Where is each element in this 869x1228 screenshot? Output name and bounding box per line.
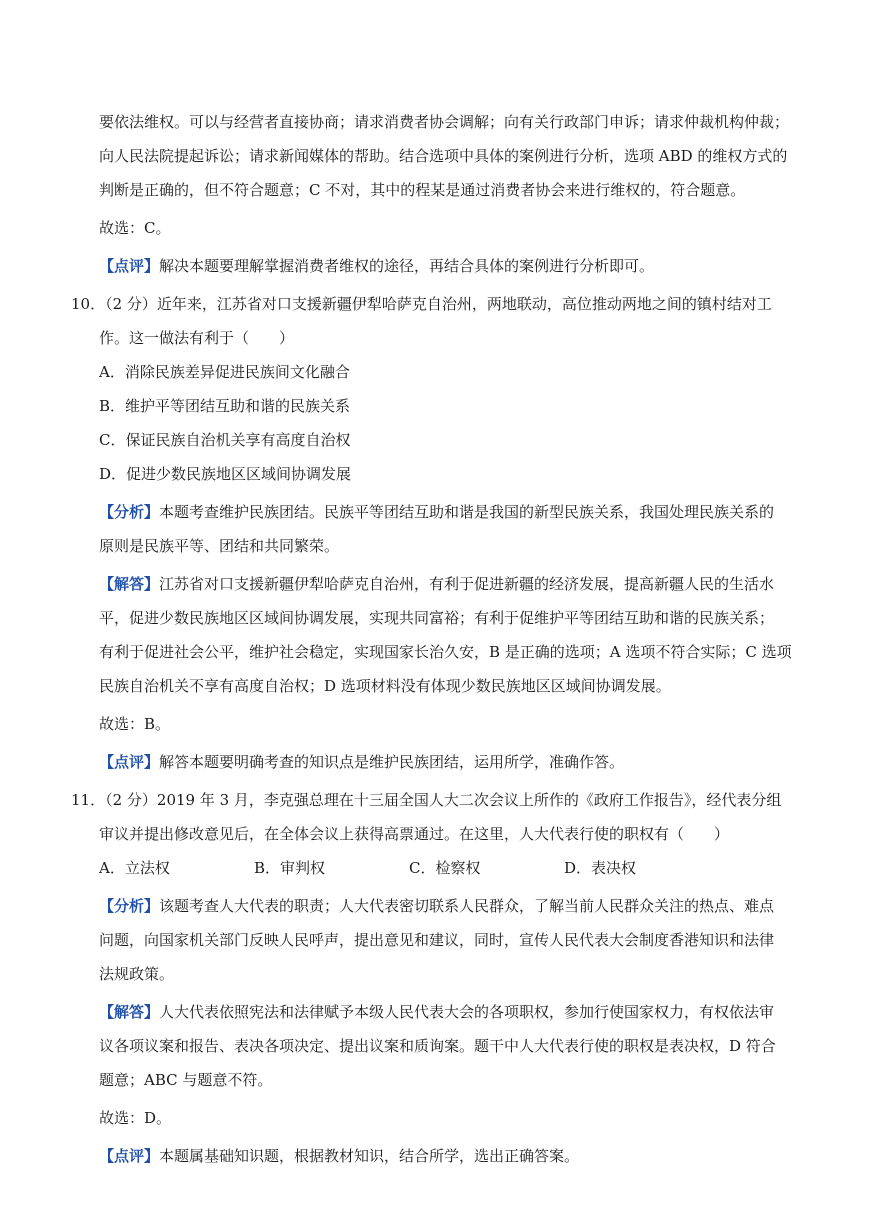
analysis-tag: 【分析】 bbox=[99, 503, 160, 521]
q10-option-a: A．消除民族差异促进民族间文化融合 bbox=[99, 363, 350, 381]
review-tag: 【点评】 bbox=[99, 257, 160, 275]
q11-option-c: C．检察权 bbox=[409, 859, 481, 877]
q9-review bbox=[99, 249, 799, 283]
q9-solution-line-3: 判断是正确的，但不符合题意；C 不对，其中的程某是通过消费者协会来进行维权的，符合题意。 bbox=[99, 181, 746, 199]
analysis-tag: 【分析】 bbox=[99, 897, 160, 915]
q10-stem-line-1: 10．（2 分）近年来，江苏省对口支援新疆伊犁哈萨克自治州，两地联动，高位推动两地之间的镇村结对工 bbox=[71, 295, 772, 313]
q10-solution-line-3: 有利于促进社会公平，维护社会稳定，实现国家长治久安，B 是正确的选项；A 选项不符合实际；C 选项 bbox=[99, 643, 792, 661]
q11-solution-text-1: 人大代表依照宪法和法律赋予本级人民代表大会的各项职权，参加行使国家权力，有权依法审 bbox=[159, 1003, 775, 1021]
q10-solution-line-2: 平，促进少数民族地区区域间协调发展，实现共同富裕；有利于促维护平等团结互助和谐的民族关系； bbox=[99, 609, 775, 627]
q11-analysis bbox=[99, 889, 799, 991]
q11-options bbox=[99, 851, 659, 885]
q10-solution-line-4: 民族自治机关不享有高度自治权；D 选项材料没有体现少数民族地区区域间协调发展。 bbox=[99, 677, 671, 695]
q10-stem bbox=[71, 287, 799, 355]
q11-solution bbox=[99, 995, 799, 1097]
q10-option-c: C．保证民族自治机关享有高度自治权 bbox=[99, 431, 351, 449]
q10-option-d: D．促进少数民族地区区域间协调发展 bbox=[99, 465, 352, 483]
q10-analysis-line-2: 原则是民族平等、团结和共同繁荣。 bbox=[99, 537, 340, 555]
q10-review bbox=[99, 745, 799, 779]
q11-solution-line-1 bbox=[99, 995, 799, 1029]
q10-solution-text-1: 江苏省对口支援新疆伊犁哈萨克自治州，有利于促进新疆的经济发展，提高新疆人民的生活水 bbox=[159, 575, 775, 593]
q10-analysis bbox=[99, 495, 799, 563]
q11-analysis-line-3: 法规政策。 bbox=[99, 965, 175, 983]
q10-solution-line-1 bbox=[99, 567, 799, 601]
q11-stem-line-2: 审议并提出修改意见后，在全体会议上获得高票通过。在这里，人大代表行使的职权有（ ） bbox=[99, 825, 730, 843]
q11-option-a: A．立法权 bbox=[99, 859, 170, 877]
q10-stem-line-2: 作。这一做法有利于（ ） bbox=[99, 329, 295, 347]
q9-solution-line-1: 要依法维权。可以与经营者直接协商；请求消费者协会调解；向有关行政部门申诉；请求仲裁机构仲裁； bbox=[99, 113, 790, 131]
q11-analysis-line-1 bbox=[99, 889, 799, 923]
q10-review-text: 解答本题要明确考查的知识点是维护民族团结，运用所学，准确作答。 bbox=[159, 753, 625, 771]
q10-analysis-text-1: 本题考查维护民族团结。民族平等团结互助和谐是我国的新型民族关系，我国处理民族关系的 bbox=[159, 503, 775, 521]
q11-review-text: 本题属基础知识题，根据教材知识，结合所学，选出正确答案。 bbox=[159, 1147, 580, 1165]
q11-option-b: B．审判权 bbox=[254, 859, 326, 877]
q10-analysis-line-1 bbox=[99, 495, 799, 529]
q10-option-b: B．维护平等团结互助和谐的民族关系 bbox=[99, 397, 351, 415]
q10-answer: 故选：B。 bbox=[99, 715, 171, 733]
q11-review bbox=[99, 1139, 799, 1173]
q11-option-d: D．表决权 bbox=[564, 859, 637, 877]
q11-stem bbox=[71, 783, 799, 851]
q9-solution bbox=[99, 105, 799, 207]
q11-solution-line-3: 题意；ABC 与题意不符。 bbox=[99, 1071, 273, 1089]
solution-tag: 【解答】 bbox=[99, 575, 160, 593]
q11-analysis-line-2: 问题，向国家机关部门反映人民呼声，提出意见和建议，同时，宣传人民代表大会制度香港知识和法律 bbox=[99, 931, 775, 949]
q11-solution-line-2: 议各项议案和报告、表决各项决定、提出议案和质询案。题干中人大代表行使的职权是表决权，D 符合 bbox=[99, 1037, 776, 1055]
solution-tag: 【解答】 bbox=[99, 1003, 160, 1021]
q9-solution-line-2: 向人民法院提起诉讼；请求新闻媒体的帮助。结合选项中具体的案例进行分析，选项 ABD 的维权方式的 bbox=[99, 147, 788, 165]
review-tag: 【点评】 bbox=[99, 1147, 160, 1165]
q9-answer: 故选：C。 bbox=[99, 219, 171, 237]
q11-answer: 故选：D。 bbox=[99, 1109, 172, 1127]
document-content bbox=[71, 105, 799, 1173]
review-tag: 【点评】 bbox=[99, 753, 160, 771]
q11-stem-line-1: 11．（2 分）2019 年 3 月，李克强总理在十三届全国人大二次会议上所作的《政府工作报告》，经代表分组 bbox=[71, 791, 782, 809]
q9-review-text: 解决本题要理解掌握消费者维权的途径，再结合具体的案例进行分析即可。 bbox=[159, 257, 655, 275]
q11-analysis-text-1: 该题考查人大代表的职责；人大代表密切联系人民群众，了解当前人民群众关注的热点、难点 bbox=[159, 897, 775, 915]
q10-solution bbox=[99, 567, 799, 703]
